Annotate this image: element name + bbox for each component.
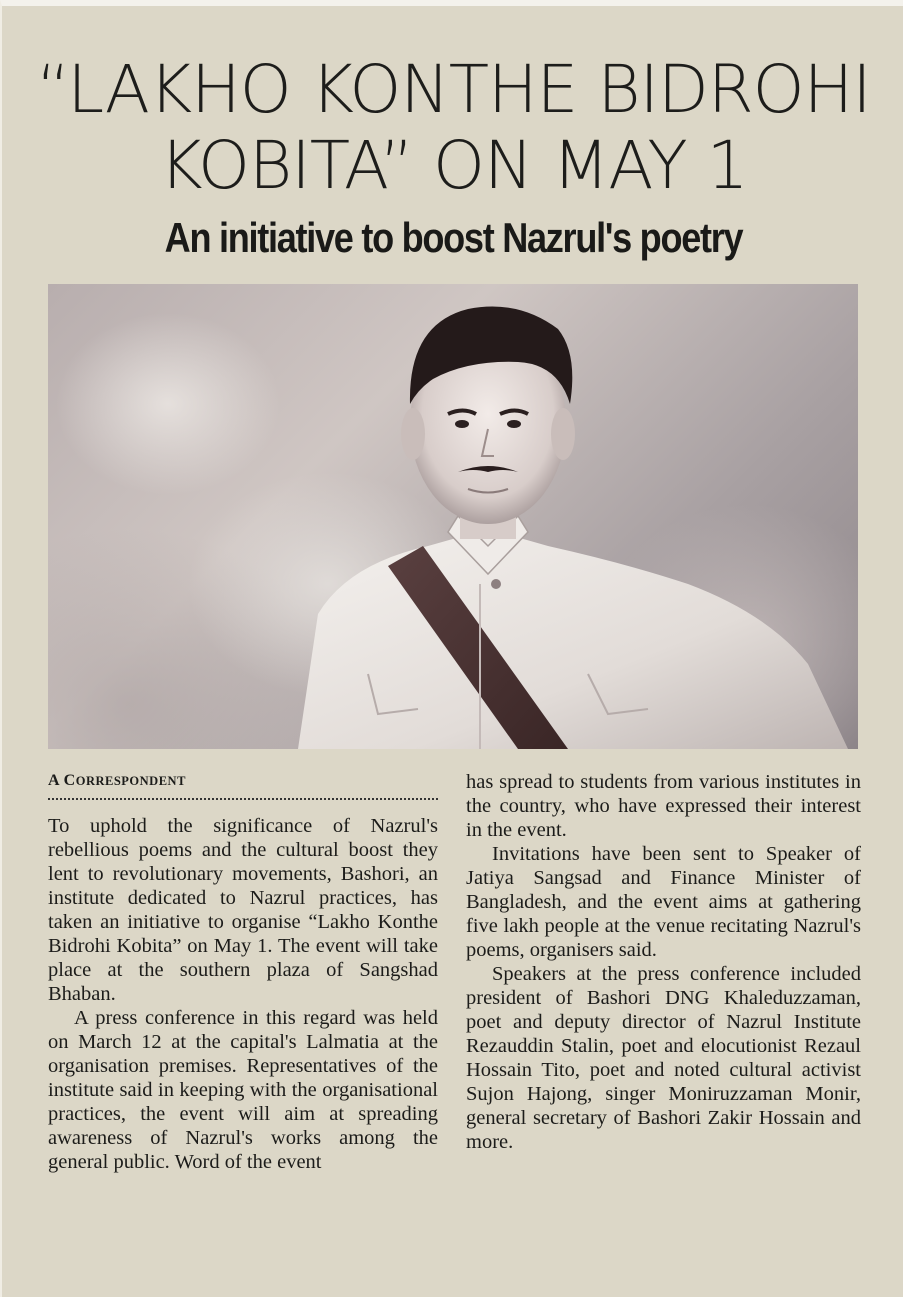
- byline: [48, 770, 438, 792]
- byline-divider: [48, 798, 438, 800]
- paragraph-1: To uphold the significance of Nazrul's rebellious poems and the cultural boost they lent to revolutionary movements, Bashori, an institute dedicated to Nazrul practices, has taken an initiative to organise “Lakho Konthe Bidrohi Kobita” on May 1. The event will take place at the southern plaza of Sangshad Bhaban.: [48, 815, 438, 1005]
- byline-caps: A C: [48, 772, 76, 789]
- paragraph-4: Invitations have been sent to Speaker of Jatiya Sangsad and Finance Minister of Bangladesh, and the event aims at gathering five lakh people at the venue recitating Nazrul's poems, organisers said.: [466, 843, 861, 961]
- paragraph-2: A press conference in this regard was held on March 12 at the capital's Lalmatia at the organisation premises. Representatives of the institute said in keeping with the organisational practices, the event will aim at spreading awareness of Nazrul's works among the general public. Word of the event: [48, 1007, 438, 1173]
- headline: [2, 52, 903, 204]
- byline-smallcaps: ORRESPONDENT: [75, 774, 186, 788]
- column-left: [48, 770, 438, 1174]
- headline-line-2: KOBITA” ON MAY 1: [159, 127, 748, 204]
- column-right: [466, 770, 861, 1154]
- subheadline: An initiative to boost Nazrul's poetry: [164, 214, 743, 261]
- portrait-illustration: [48, 284, 858, 749]
- paragraph-5: Speakers at the press conference included president of Bashori DNG Khaleduzzaman, poet and deputy director of Nazrul Institute Rezauddin Stalin, poet and elocutionist Rezaul Hossain Tito, poet and noted cultural activist Sujon Hajong, singer Moniruzzaman Monir, general secretary of Bashori Zakir Hossain and more.: [466, 963, 861, 1153]
- headline-line-1: “LAKHO KONTHE BIDROHI: [36, 51, 871, 128]
- portrait-photo: [48, 284, 858, 749]
- paragraph-3: has spread to students from various institutes in the country, who have expressed their interest in the event.: [466, 771, 861, 841]
